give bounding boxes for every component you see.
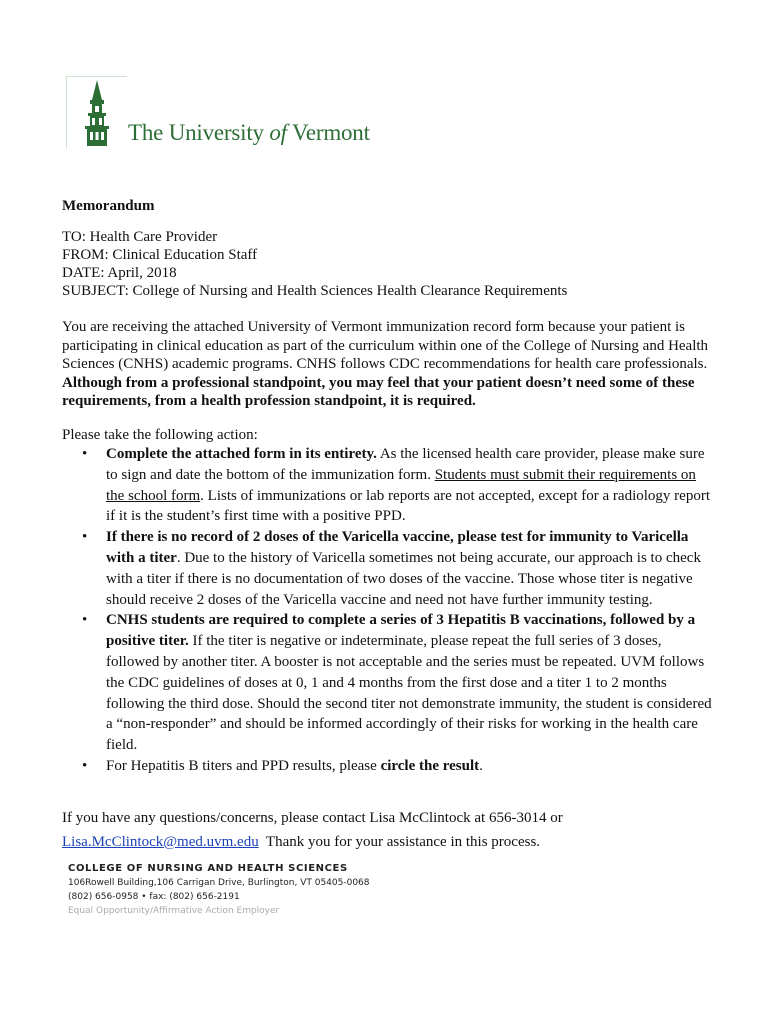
footer-phone: (802) 656-0958 • fax: (802) 656-2191	[68, 892, 240, 902]
footer-address: 106Rowell Building,106 Carrigan Drive, Burlington, VT 05405-0068	[68, 878, 370, 888]
list-item: • For Hepatitis B titers and PPD results, please circle the result.	[62, 756, 712, 777]
bullet-icon: •	[82, 446, 88, 462]
intro-paragraph: You are receiving the attached University of Vermont immunization record form because your patient is participating in clinical education as part of the curriculum within one of the College of Nursing and Health Sciences (CNHS) academic programs. CNHS follows CDC recommendations for health care professionals. Although from a professional standpoint, you may feel that your patient doesn’t need some of these requirements, from a health profession standpoint, it is required.	[62, 319, 709, 410]
list-item: • If there is no record of 2 doses of the Varicella vaccine, please test for immunity to Varicella with a titer. Due to the history of Varicella sometimes not being accurate, our approach is to check with a titer if there is no documentation of two doses of the vaccine. Those whose titer is negative should receive 2 doses of the Varicella vaccine and need not have further immunity testing.	[82, 529, 701, 608]
memo-title: Memorandum	[62, 198, 155, 214]
memo-date: DATE: April, 2018	[62, 265, 177, 281]
bell-tower-icon	[72, 78, 122, 148]
university-name: The University of Vermont	[128, 120, 370, 145]
list-item: • CNHS students are required to complete a series of 3 Hepatitis B vaccinations, followed by a positive titer. If the titer is negative or indeterminate, please repeat the full series of 3 doses, followed by another titer. A booster is not acceptable and the series must be repeated. UVM follows the CDC guidelines of doses at 0, 1 and 4 months from the first dose and a titer 1 to 2 months following the third dose. Should the second titer not demonstrate immunity, the student is considered a “non-responder” and should be informed accordingly of their risks for working in the health care field.	[82, 612, 712, 754]
memo-subject: SUBJECT: College of Nursing and Health Sciences Health Clearance Requirements	[62, 283, 568, 299]
footer-dept: COLLEGE OF NURSING AND HEALTH SCIENCES	[68, 863, 348, 874]
bullet-icon: •	[82, 757, 88, 774]
list-item: • Complete the attached form in its entirety. As the licensed health care provider, please make sure to sign and date the bottom of the immunization form. Students must submit their requirements on the school form. Lists of immunizations or lab reports are not accepted, except for a radiology report if it is the student’s first time with a positive PPD.	[82, 446, 710, 525]
memo-to: TO: Health Care Provider	[62, 229, 218, 245]
bullet-icon: •	[82, 612, 88, 629]
contact-email-link[interactable]: Lisa.McClintock@med.uvm.edu	[62, 834, 259, 850]
uvm-logo	[66, 76, 370, 152]
memo-from: FROM: Clinical Education Staff	[62, 247, 258, 263]
contact-paragraph: If you have any questions/concerns, please contact Lisa McClintock at 656-3014 or Lisa.McClintock@med.uvm.edu Thank you for your assistance in this process.	[62, 810, 563, 850]
footer	[68, 862, 370, 918]
bullet-icon: •	[82, 529, 88, 546]
memo-header	[62, 228, 567, 300]
action-list	[62, 444, 712, 777]
action-heading: Please take the following action:	[62, 427, 258, 443]
footer-eoe: Equal Opportunity/Affirmative Action Employer	[68, 906, 280, 916]
